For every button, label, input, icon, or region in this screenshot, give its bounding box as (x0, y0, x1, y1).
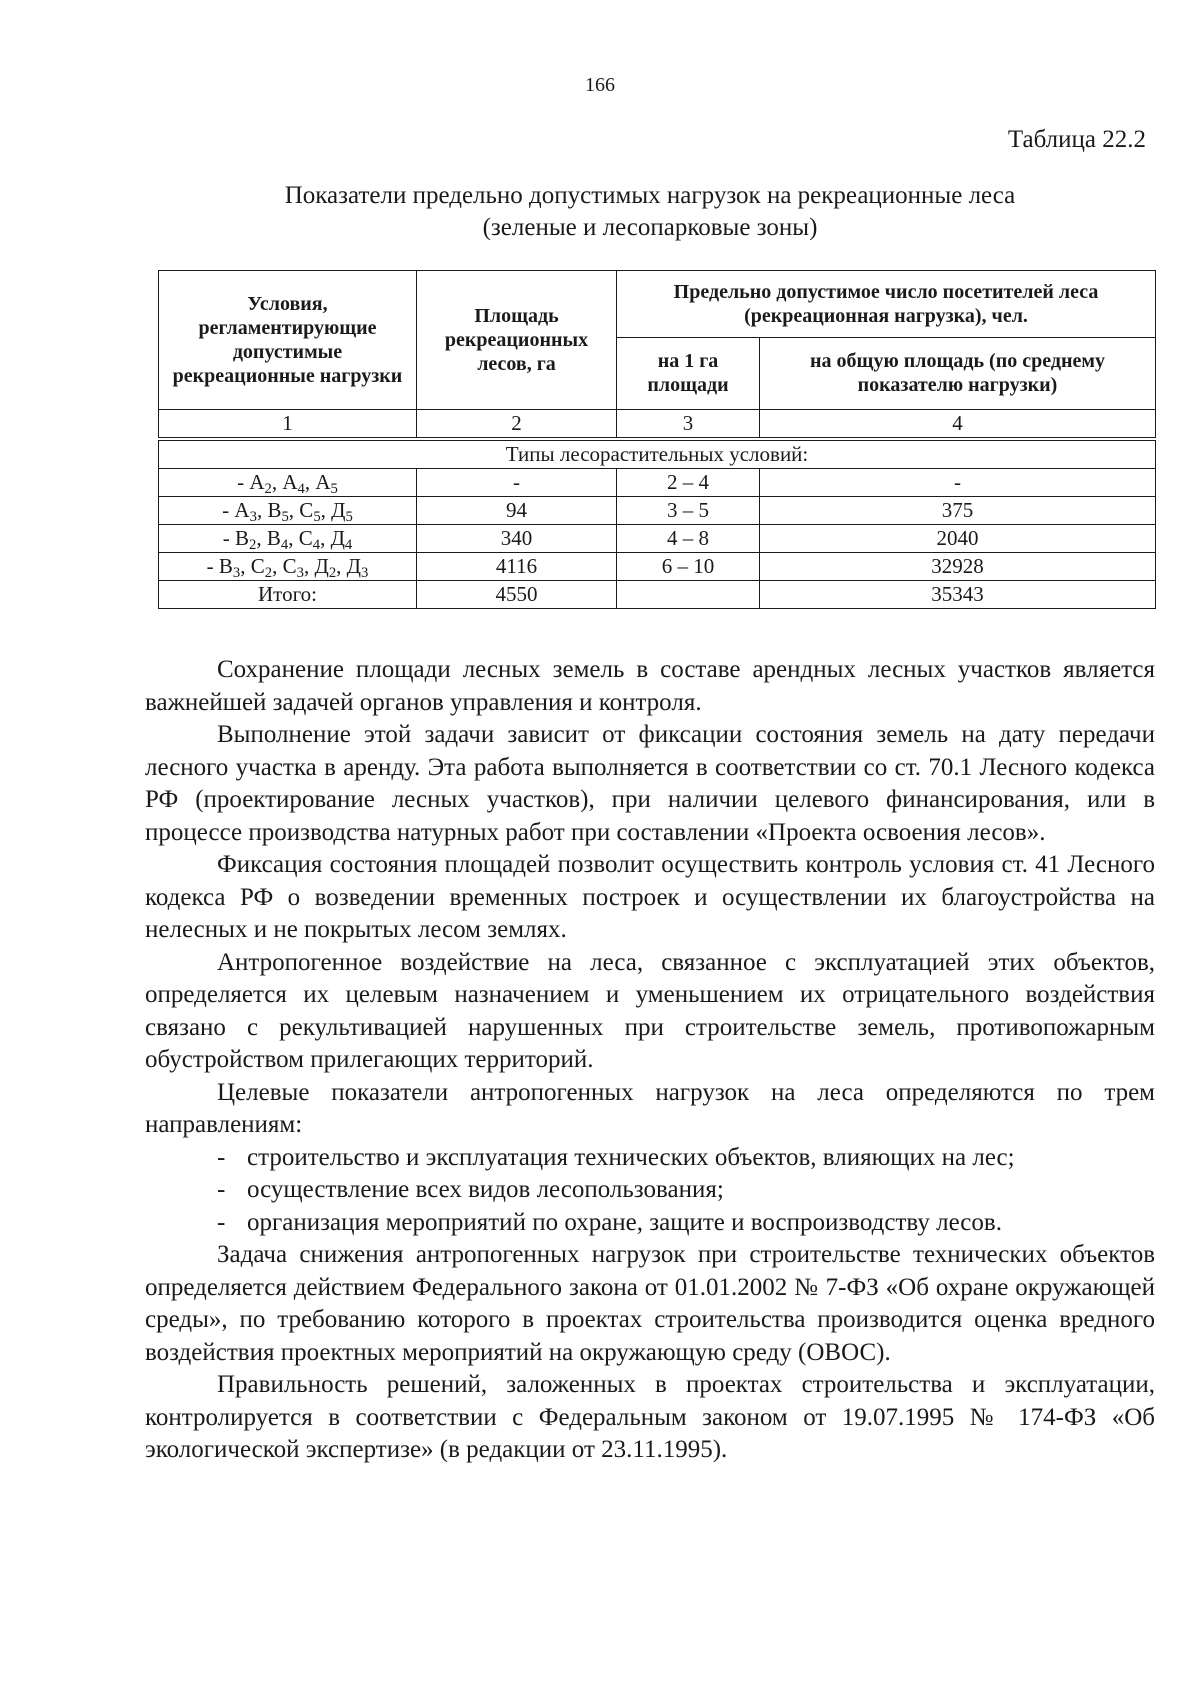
paragraph: Фиксация состояния площадей позволит осуществить контроль условия ст. 41 Лесного кодекса РФ о возведении временных построек и осуществлении их благоустройства на нелесных и не покрытых лесом землях. (145, 851, 1155, 943)
list-item-text: организация мероприятий по охране, защите и воспроизводству лесов. (247, 1208, 1002, 1236)
row-area: 94 (417, 497, 617, 525)
list-dash: - (217, 1208, 226, 1236)
paragraph: Выполнение этой задачи зависит от фиксации состояния земель на дату передачи лесного участка в аренду. Эта работа выполняется в соответствии со ст. 70.1 Лесного кодекса РФ (проектирование лесных участков), при наличии целевого финансирования, или в процессе производства натурных работ при составлении «Проекта освоения лесов». (145, 721, 1155, 846)
header-area: Площадь рекреационных лесов, га (417, 271, 617, 410)
table-title-line-1: Показатели предельно допустимых нагрузок на рекреационные леса (284, 182, 1016, 209)
row-total: - (760, 469, 1156, 497)
directions-list (145, 1142, 1155, 1240)
list-item-text: строительство и эксплуатация технических объектов, влияющих на лес; (247, 1143, 1015, 1171)
load-limits-table (158, 270, 1156, 609)
paragraph: Правильность решений, заложенных в проектах строительства и эксплуатации, контролируется в соответствии с Федеральным законом от 19.07.1995 № 174-ФЗ «Об экологической экспертизе» (в редакции от 23.11.1995). (145, 1371, 1155, 1463)
row-per-ha: 3 – 5 (617, 497, 760, 525)
row-area: 4116 (417, 553, 617, 581)
row-condition: - $В_2$, $В_4$, $С_4$, $Д_4$ (159, 525, 417, 553)
row-condition: - $В_3$, $С_2$, $С_3$, $Д_2$, $Д_3$ (159, 553, 417, 581)
row-condition: - $А_2$, $А_4$, $А_5$ (159, 469, 417, 497)
list-dash: - (217, 1143, 226, 1171)
row-per-ha: 4 – 8 (617, 525, 760, 553)
table-label: Таблица 22.2 (1007, 126, 1146, 153)
total-per-ha (617, 581, 760, 609)
total-area: 4550 (417, 581, 617, 609)
column-number: 3 (617, 410, 760, 440)
row-per-ha: 2 – 4 (617, 469, 760, 497)
list-item-text: осуществление всех видов лесопользования; (247, 1176, 724, 1203)
column-number: 1 (159, 410, 417, 440)
table-row (159, 497, 1156, 525)
total-total: 35343 (760, 581, 1156, 609)
header-max-visitors: Предельно допустимое число посетителей леса (рекреационная нагрузка), чел. (617, 271, 1156, 338)
paragraph: Задача снижения антропогенных нагрузок при строительстве технических объектов определяется действием Федерального закона от 01.01.2002 № 7-ФЗ «Об охране окружающей среды», по требованию которого в проектах строительства производится оценка вредного воздействия проектных мероприятий на окружающую среду (ОВОС). (145, 1241, 1155, 1366)
row-area: 340 (417, 525, 617, 553)
list-item (145, 1207, 1155, 1240)
column-numbers-row (159, 410, 1156, 440)
row-area: - (417, 469, 617, 497)
table-title (145, 180, 1155, 244)
table-row (159, 525, 1156, 553)
body-text (145, 654, 1155, 1467)
header-per-ha: на 1 га площади (617, 337, 760, 409)
section-title: Типы лесорастительных условий: (159, 439, 1156, 469)
paragraph: Сохранение площади лесных земель в составе арендных лесных участков является важнейшей задачей органов управления и контроля. (145, 656, 1155, 716)
header-conditions: Условия, регламентирующие допустимые рекреационные нагрузки (159, 271, 417, 410)
total-label: Итого: (159, 581, 417, 609)
page-number: 166 (585, 74, 615, 96)
column-number: 4 (760, 410, 1156, 440)
list-item (145, 1142, 1155, 1175)
column-number: 2 (417, 410, 617, 440)
row-per-ha: 6 – 10 (617, 553, 760, 581)
header-total: на общую площадь (по среднему показателю нагрузки) (760, 337, 1156, 409)
table-row (159, 553, 1156, 581)
row-total: 375 (760, 497, 1156, 525)
row-condition: - $А_3$, $В_5$, $С_5$, $Д_5$ (159, 497, 417, 525)
paragraph: Антропогенное воздействие на леса, связанное с эксплуатацией этих объектов, определяется их целевым назначением и уменьшением их отрицательного воздействия связано с рекультивацией нарушенных при строительстве земель, противопожарным обустройством прилегающих территорий. (145, 948, 1155, 1073)
row-total: 2040 (760, 525, 1156, 553)
table-total-row (159, 581, 1156, 609)
list-item (145, 1174, 1155, 1207)
row-total: 32928 (760, 553, 1156, 581)
paragraph: Целевые показатели антропогенных нагрузок на леса определяются по трем направлениям: (145, 1078, 1155, 1138)
list-dash: - (217, 1176, 226, 1203)
table-title-line-2: (зеленые и лесопарковые зоны) (482, 214, 818, 241)
table-row (159, 469, 1156, 497)
